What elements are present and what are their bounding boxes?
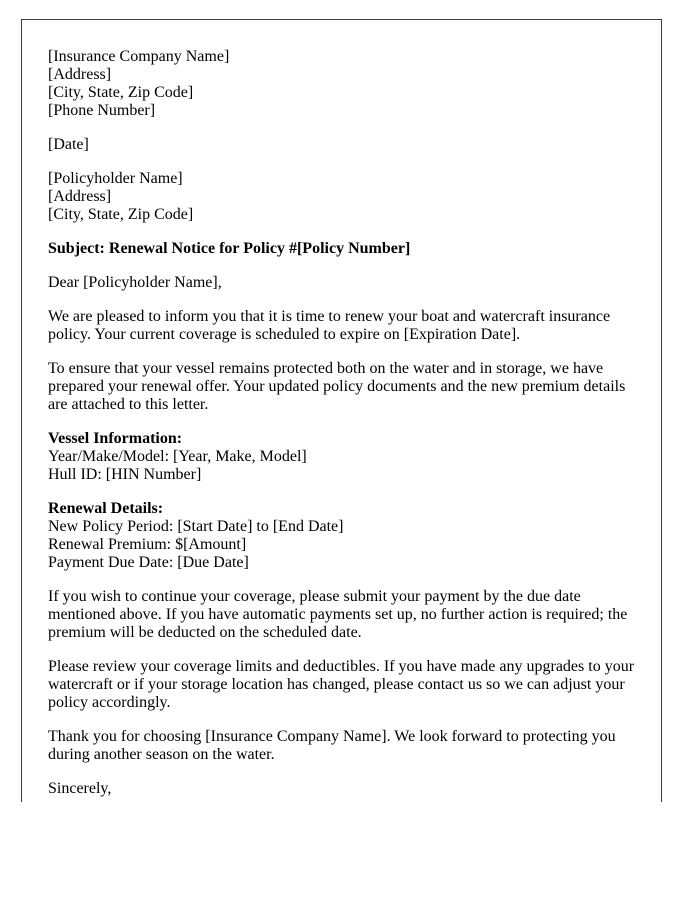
sender-address-block: [48, 48, 635, 120]
vessel-information-block: [48, 430, 635, 484]
closing-text: Sincerely,: [48, 780, 112, 797]
renewal-payment-due-date: Payment Due Date: [Due Date]: [48, 554, 249, 571]
renewal-policy-period: New Policy Period: [Start Date] to [End Date]: [48, 518, 344, 535]
recipient-address: [Address]: [48, 188, 112, 205]
sender-phone: [Phone Number]: [48, 102, 156, 119]
recipient-address-block: [48, 170, 635, 224]
letter-date: [Date]: [48, 136, 89, 153]
renewal-premium: Renewal Premium: $[Amount]: [48, 536, 247, 553]
date-block: [48, 136, 635, 154]
review-request-paragraph: Please review your coverage limits and deductibles. If you have made any upgrades to your watercraft or if your storage location has changed, please contact us so we can adjust your policy accordingly.: [48, 658, 635, 711]
recipient-name: [Policyholder Name]: [48, 170, 183, 187]
subject-line: [48, 240, 635, 258]
salutation-text: Dear [Policyholder Name],: [48, 274, 222, 291]
payment-instructions-paragraph: If you wish to continue your coverage, please submit your payment by the due date mentioned above. If you have automatic payments set up, no further action is required; the premium will be deducted on the scheduled date.: [48, 588, 628, 641]
vessel-hull-id: Hull ID: [HIN Number]: [48, 466, 202, 483]
recipient-city-state-zip: [City, State, Zip Code]: [48, 206, 194, 223]
sender-city-state-zip: [City, State, Zip Code]: [48, 84, 194, 101]
subject-text: Subject: Renewal Notice for Policy #[Policy Number]: [48, 240, 411, 257]
vessel-year-make-model: Year/Make/Model: [Year, Make, Model]: [48, 448, 307, 465]
renewal-details-block: [48, 500, 635, 572]
renewal-offer-paragraph: To ensure that your vessel remains protected both on the water and in storage, we have prepared your renewal offer. Your updated policy documents and the new premium details are attached to this letter.: [48, 360, 626, 413]
salutation-block: [48, 274, 635, 292]
vessel-information-heading: Vessel Information:: [48, 430, 183, 447]
intro-paragraph: We are pleased to inform you that it is time to renew your boat and watercraft insurance policy. Your current coverage is scheduled to expire on [Expiration Date].: [48, 308, 611, 343]
letter-container: [21, 19, 662, 802]
sender-address: [Address]: [48, 66, 112, 83]
sender-company: [Insurance Company Name]: [48, 48, 230, 65]
thank-you-paragraph: Thank you for choosing [Insurance Company Name]. We look forward to protecting you during another season on the water.: [48, 728, 616, 763]
renewal-details-heading: Renewal Details:: [48, 500, 164, 517]
closing-block: [48, 780, 635, 798]
